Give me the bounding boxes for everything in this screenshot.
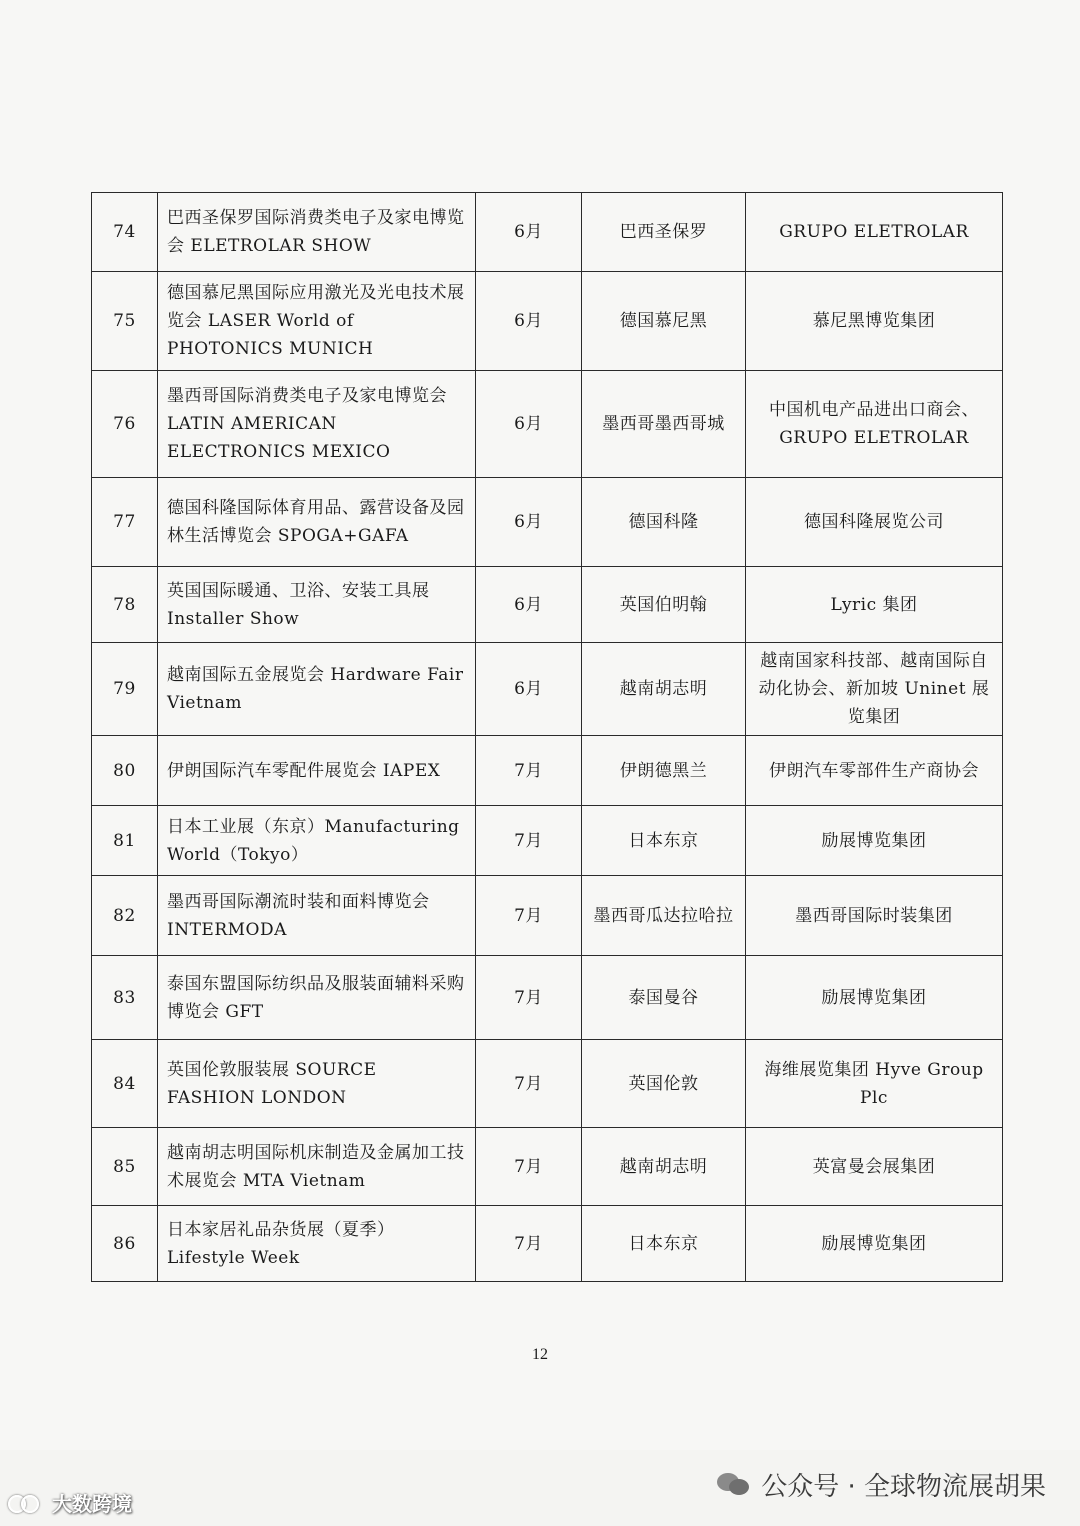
row-number: 74	[92, 193, 158, 272]
watermark	[717, 1464, 1046, 1504]
table-row	[92, 371, 1003, 478]
row-number: 79	[92, 643, 158, 736]
exhibition-month: 6月	[476, 478, 582, 567]
exhibition-organizer: 英富曼会展集团	[746, 1128, 1003, 1206]
table-row	[92, 193, 1003, 272]
table-row	[92, 1040, 1003, 1128]
table-row	[92, 1206, 1003, 1282]
exhibition-organizer: 墨西哥国际时装集团	[746, 876, 1003, 956]
row-number: 76	[92, 371, 158, 478]
row-number: 84	[92, 1040, 158, 1128]
exhibition-month: 7月	[476, 1040, 582, 1128]
row-number: 83	[92, 956, 158, 1040]
exhibition-name: 越南胡志明国际机床制造及金属加工技术展览会 MTA Vietnam	[158, 1128, 476, 1206]
exhibition-month: 6月	[476, 643, 582, 736]
table-row	[92, 736, 1003, 806]
exhibition-month: 6月	[476, 193, 582, 272]
exhibition-name: 泰国东盟国际纺织品及服装面辅料采购博览会 GFT	[158, 956, 476, 1040]
table-row	[92, 567, 1003, 643]
exhibition-city: 墨西哥墨西哥城	[582, 371, 746, 478]
exhibition-name: 日本工业展（东京）Manufacturing World（Tokyo）	[158, 806, 476, 876]
exhibition-organizer: 励展博览集团	[746, 956, 1003, 1040]
brand-logo-icon	[8, 1492, 48, 1514]
watermark-text: 公众号 · 全球物流展胡果	[761, 1471, 1046, 1502]
row-number: 82	[92, 876, 158, 956]
exhibition-name: 德国科隆国际体育用品、露营设备及园林生活博览会 SPOGA+GAFA	[158, 478, 476, 567]
exhibition-table	[91, 192, 1003, 1282]
exhibition-name: 墨西哥国际潮流时装和面料博览会 INTERMODA	[158, 876, 476, 956]
exhibition-name: 日本家居礼品杂货展（夏季）Lifestyle Week	[158, 1206, 476, 1282]
exhibition-city: 墨西哥瓜达拉哈拉	[582, 876, 746, 956]
exhibition-city: 日本东京	[582, 1206, 746, 1282]
exhibition-organizer: 伊朗汽车零部件生产商协会	[746, 736, 1003, 806]
exhibition-name: 英国伦敦服装展 SOURCE FASHION LONDON	[158, 1040, 476, 1128]
exhibition-city: 日本东京	[582, 806, 746, 876]
table-body	[92, 193, 1003, 1282]
exhibition-month: 7月	[476, 1128, 582, 1206]
exhibition-name: 伊朗国际汽车零配件展览会 IAPEX	[158, 736, 476, 806]
exhibition-organizer: GRUPO ELETROLAR	[746, 193, 1003, 272]
table-row	[92, 956, 1003, 1040]
exhibition-city: 巴西圣保罗	[582, 193, 746, 272]
exhibition-city: 德国慕尼黑	[582, 272, 746, 371]
exhibition-name: 德国慕尼黑国际应用激光及光电技术展览会 LASER World of PHOTONICS MUNICH	[158, 272, 476, 371]
exhibition-organizer: 励展博览集团	[746, 806, 1003, 876]
row-number: 77	[92, 478, 158, 567]
exhibition-name: 墨西哥国际消费类电子及家电博览会 LATIN AMERICAN ELECTRONICS MEXICO	[158, 371, 476, 478]
row-number: 86	[92, 1206, 158, 1282]
exhibition-month: 7月	[476, 876, 582, 956]
table-row	[92, 478, 1003, 567]
brand-text: 大数跨境	[52, 1492, 132, 1516]
exhibition-organizer: 慕尼黑博览集团	[746, 272, 1003, 371]
exhibition-month: 6月	[476, 567, 582, 643]
row-number: 85	[92, 1128, 158, 1206]
exhibition-city: 德国科隆	[582, 478, 746, 567]
row-number: 78	[92, 567, 158, 643]
exhibition-month: 6月	[476, 371, 582, 478]
brand-logo	[8, 1488, 132, 1517]
exhibition-city: 英国伦敦	[582, 1040, 746, 1128]
wechat-icon	[717, 1471, 751, 1497]
exhibition-month: 6月	[476, 272, 582, 371]
exhibition-month: 7月	[476, 736, 582, 806]
exhibition-organizer: 越南国家科技部、越南国际自动化协会、新加坡 Uninet 展览集团	[746, 643, 1003, 736]
row-number: 81	[92, 806, 158, 876]
table-row	[92, 1128, 1003, 1206]
exhibition-organizer: 海维展览集团 Hyve Group Plc	[746, 1040, 1003, 1128]
exhibition-city: 越南胡志明	[582, 643, 746, 736]
table-row	[92, 876, 1003, 956]
exhibition-city: 伊朗德黑兰	[582, 736, 746, 806]
exhibition-name: 巴西圣保罗国际消费类电子及家电博览会 ELETROLAR SHOW	[158, 193, 476, 272]
table-row	[92, 272, 1003, 371]
table-row	[92, 643, 1003, 736]
row-number: 80	[92, 736, 158, 806]
exhibition-month: 7月	[476, 806, 582, 876]
exhibition-organizer: 励展博览集团	[746, 1206, 1003, 1282]
table-row	[92, 806, 1003, 876]
exhibition-organizer: Lyric 集团	[746, 567, 1003, 643]
exhibition-city: 泰国曼谷	[582, 956, 746, 1040]
exhibition-name: 越南国际五金展览会 Hardware Fair Vietnam	[158, 643, 476, 736]
page-number: 12	[532, 1346, 548, 1363]
exhibition-city: 英国伯明翰	[582, 567, 746, 643]
exhibition-organizer: 德国科隆展览公司	[746, 478, 1003, 567]
exhibition-name: 英国国际暖通、卫浴、安装工具展 Installer Show	[158, 567, 476, 643]
exhibition-month: 7月	[476, 1206, 582, 1282]
exhibition-month: 7月	[476, 956, 582, 1040]
row-number: 75	[92, 272, 158, 371]
exhibition-city: 越南胡志明	[582, 1128, 746, 1206]
exhibition-organizer: 中国机电产品进出口商会、GRUPO ELETROLAR	[746, 371, 1003, 478]
